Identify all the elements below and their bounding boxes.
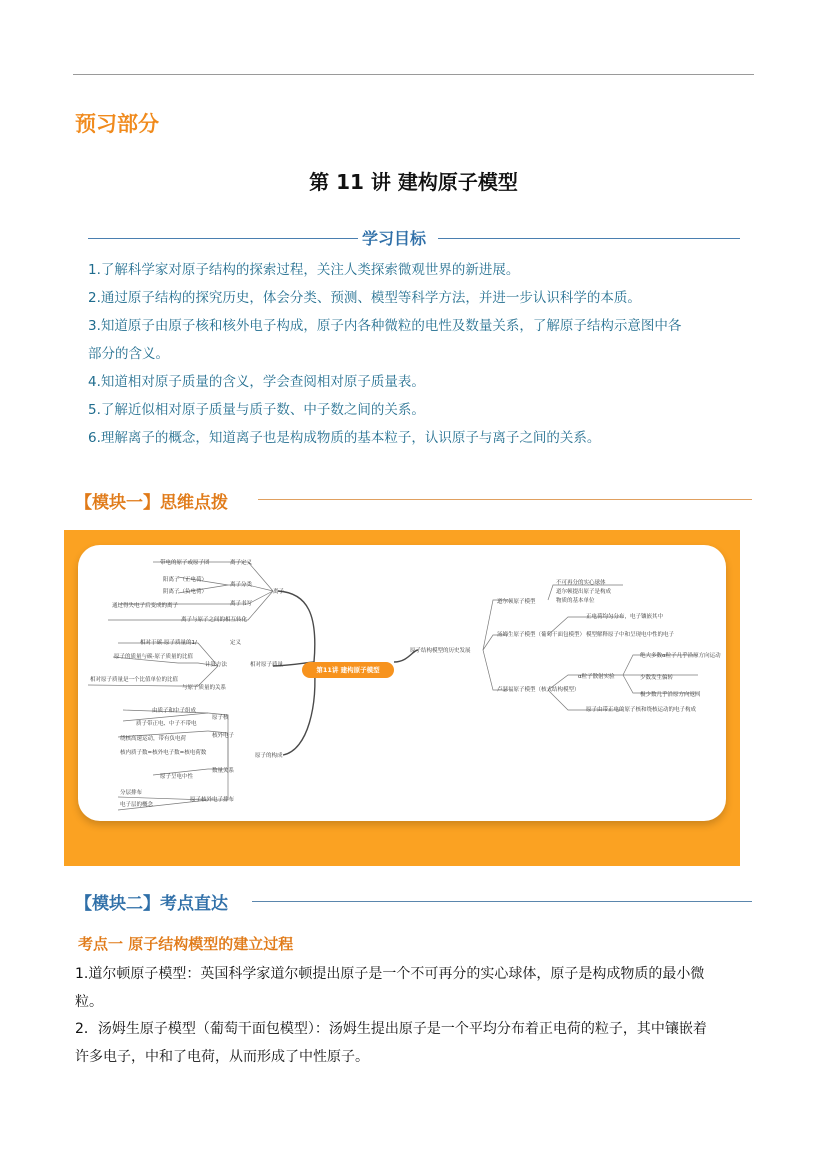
module1-rule (258, 499, 752, 500)
mindmap-node: 卢瑟福原子模型（核式结构模型） (497, 687, 580, 693)
mindmap-leaf: 物质的基本单位 (556, 598, 595, 604)
objectives-rule-right (438, 238, 740, 239)
mindmap-leaf: 分层排布 (120, 790, 143, 796)
mindmap-node: 原子核外电子排布 (190, 797, 235, 803)
module2-rule (252, 901, 752, 902)
objective-item: 6.理解离子的概念，知道离子也是构成物质的基本粒子，认识原子与离子之间的关系。 (88, 430, 601, 446)
mindmap-leaf: 道尔顿提出原子是构成 (556, 589, 612, 595)
keypoint-title: 考点一 原子结构模型的建立过程 (78, 935, 294, 953)
mindmap-node: 离子定义 (230, 560, 253, 566)
mindmap-node: 计算方法 (205, 662, 228, 668)
objectives-rule-left (88, 238, 358, 239)
mindmap-leaf: 绝大多数α粒子几乎沿原方向运动 (640, 653, 721, 659)
mindmap-leaf: 绕核高速运动，带有负电荷 (120, 736, 187, 742)
module2-title: 【模块二】考点直达 (75, 894, 228, 914)
mindmap-leaf: 相对原子质量是一个比值单位的比值 (90, 677, 179, 683)
mindmap-leaf: 核内质子数=核外电子数=核电荷数 (120, 750, 207, 756)
paragraph-line: 许多电子，中和了电荷，从而形成了中性原子。 (75, 1049, 369, 1065)
mindmap-leaf: 质子带正电、中子不带电 (136, 721, 197, 727)
mindmap-leaf: 极少数几乎沿原方向返回 (640, 692, 701, 698)
module1-title: 【模块一】思维点拨 (75, 493, 228, 513)
mindmap-branch: 相对原子质量 (250, 662, 284, 668)
mindmap-node: 离子书写 (230, 601, 253, 607)
objective-item: 3.知道原子由原子核和核外电子构成，原子内各种微粒的电性及数量关系，了解原子结构示意图中各 (88, 318, 682, 334)
objectives-title: 学习目标 (360, 226, 428, 249)
mindmap-leaf: 正电荷均匀分布，电子镶嵌其中 (586, 614, 664, 620)
mindmap-leaf: 带电的原子或原子团 (160, 560, 210, 566)
mindmap-leaf: 原子由带正电的原子核和绕核运动的电子构成 (586, 707, 697, 713)
mindmap-branch: 原子结构模型的历史发展 (410, 648, 471, 654)
mindmap-leaf: 由质子和中子组成 (152, 708, 197, 714)
mindmap-node: 原子核 (212, 715, 229, 721)
mindmap-leaf: 模型解释原子中和呈现电中性的电子 (586, 632, 675, 638)
mindmap-node: 与原子质量的关系 (182, 685, 227, 691)
mindmap-node: 汤姆生原子模型（葡萄干面包模型） (497, 632, 586, 638)
mindmap-leaf: 相对于碳-原子质量的1/ (140, 640, 197, 646)
mindmap-branch: 离子 (273, 589, 285, 595)
mindmap-leaf: 不可再分的实心球体 (556, 580, 606, 586)
mindmap-leaf: 阴离子（负电荷） (163, 589, 208, 595)
paragraph-line: 粒。 (75, 994, 103, 1010)
mindmap-leaf: 原子的质量与碳-原子质量的比值 (114, 654, 193, 660)
lesson-title: 第 11 讲 建构原子模型 (309, 170, 518, 194)
section-title: 预习部分 (75, 112, 159, 136)
objective-item: 部分的含义。 (88, 346, 169, 362)
mindmap-node: 离子分类 (230, 582, 253, 588)
objective-item: 5.了解近似相对原子质量与质子数、中子数之间的关系。 (88, 402, 425, 418)
paragraph-line: 1.道尔顿原子模型：英国科学家道尔顿提出原子是一个不可再分的实心球体，原子是构成物质的最小微 (75, 966, 705, 982)
objective-item: 1.了解科学家对原子结构的探索过程，关注人类探索微观世界的新进展。 (88, 262, 520, 278)
mindmap-leaf: 阳离子（正电荷） (163, 577, 208, 583)
mindmap-node: 核外电子 (212, 733, 235, 739)
mindmap-leaf: 通过得失电子后变成的离子 (112, 603, 179, 609)
mindmap-leaf: 少数发生偏转 (640, 675, 674, 681)
mindmap-leaf: 电子层的概念 (120, 802, 154, 808)
mindmap-leaf: 原子呈电中性 (160, 774, 194, 780)
mindmap-center: 第11讲 建构原子模型 (302, 662, 394, 678)
mindmap-node: 数量关系 (212, 768, 235, 774)
objective-item: 2.通过原子结构的探究历史，体会分类、预测、模型等科学方法，并进一步认识科学的本质。 (88, 290, 641, 306)
mindmap-node: 道尔顿原子模型 (497, 599, 536, 605)
paragraph-line: 2．汤姆生原子模型（葡萄干面包模型）：汤姆生提出原子是一个平均分布着正电荷的粒子，其中镶嵌着 (75, 1021, 707, 1037)
mindmap-node: 离子与原子之间的相互转化 (181, 617, 248, 623)
mindmap-leaf: α粒子散射实验 (578, 674, 615, 680)
objective-item: 4.知道相对原子质量的含义，学会查阅相对原子质量表。 (88, 374, 425, 390)
header-rule (73, 74, 754, 75)
mindmap-node: 定义 (230, 640, 242, 646)
mindmap-branch: 原子的构成 (255, 753, 283, 759)
